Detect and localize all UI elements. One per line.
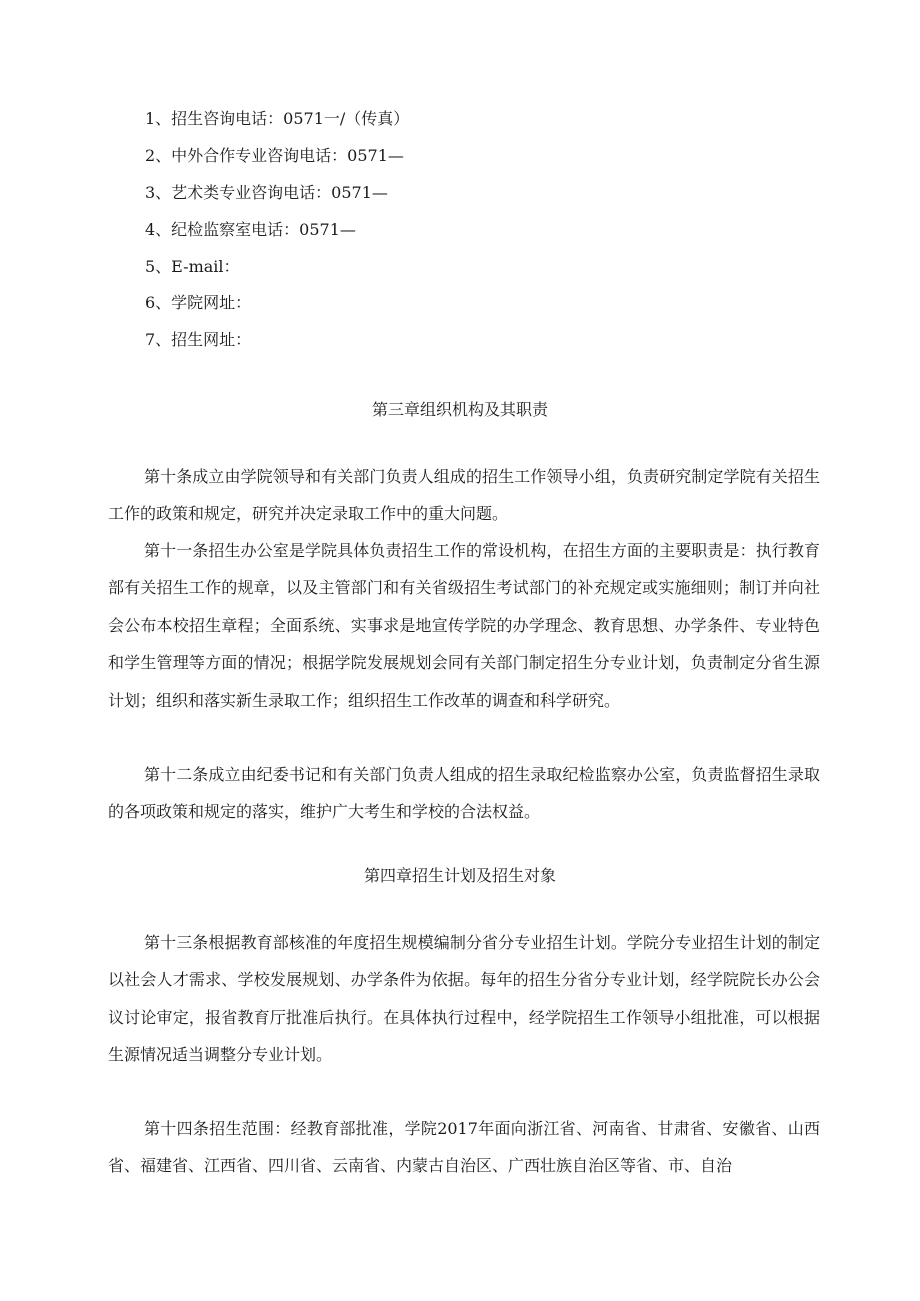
article-10: 第十条成立由学院领导和有关部门负责人组成的招生工作领导小组，负责研究制定学院有关招生工作的政策和规定，研究并决定录取工作中的重大问题。 — [108, 467, 820, 524]
contact-phone-arts: 3、艺术类专业咨询电话：0571— — [145, 182, 388, 202]
article-13: 第十三条根据教育部核准的年度招生规模编制分省分专业招生计划。学院分专业招生计划的制定以社会人才需求、学校发展规划、办学条件为依据。每年的招生分省分专业计划，经学院院长办公会议讨论审定，报省教育厅批准后执行。在具体执行过程中，经学院招生工作领导小组批准，可以根据生源情况适当调整分专业计划。 — [108, 933, 820, 1065]
contact-list — [145, 105, 825, 363]
chapter-4-title: 第四章招生计划及招生对象 — [363, 866, 556, 885]
contact-phone-admissions: 1、招生咨询电话：0571一/（传真） — [145, 109, 410, 128]
contact-college-website: 6、学院网址： — [145, 293, 252, 313]
chapter-3-title: 第三章组织机构及其职责 — [371, 400, 548, 419]
contact-email: 5、E-mail： — [145, 256, 240, 276]
contact-phone-discipline: 4、纪检监察室电话：0571— — [145, 219, 356, 239]
article-12: 第十二条成立由纪委书记和有关部门负责人组成的招生录取纪检监察办公室，负责监督招生录取的各项政策和规定的落实，维护广大考生和学校的合法权益。 — [108, 765, 820, 822]
article-11: 第十一条招生办公室是学院具体负责招生工作的常设机构，在招生方面的主要职责是：执行教育部有关招生工作的规章，以及主管部门和有关省级招生考试部门的补充规定或实施细则；制订并向社会公布本校招生章程；全面系统、实事求是地宣传学院的办学理念、教育思想、办学条件、专业特色和学生管理等方面的情况；根据学院发展规划会同有关部门制定招生分专业计划，负责制定分省生源计划；组织和落实新生录取工作；组织招生工作改革的调查和科学研究。 — [108, 541, 820, 710]
contact-phone-sino-foreign: 2、中外合作专业咨询电话：0571— — [145, 145, 404, 165]
contact-admissions-website: 7、招生网址： — [145, 330, 252, 350]
article-14: 第十四条招生范围：经教育部批准，学院2017年面向浙江省、河南省、甘肃省、安徽省、山西省、福建省、江西省、四川省、云南省、内蒙古自治区、广西壮族自治区等省、市、自治 — [108, 1119, 820, 1176]
